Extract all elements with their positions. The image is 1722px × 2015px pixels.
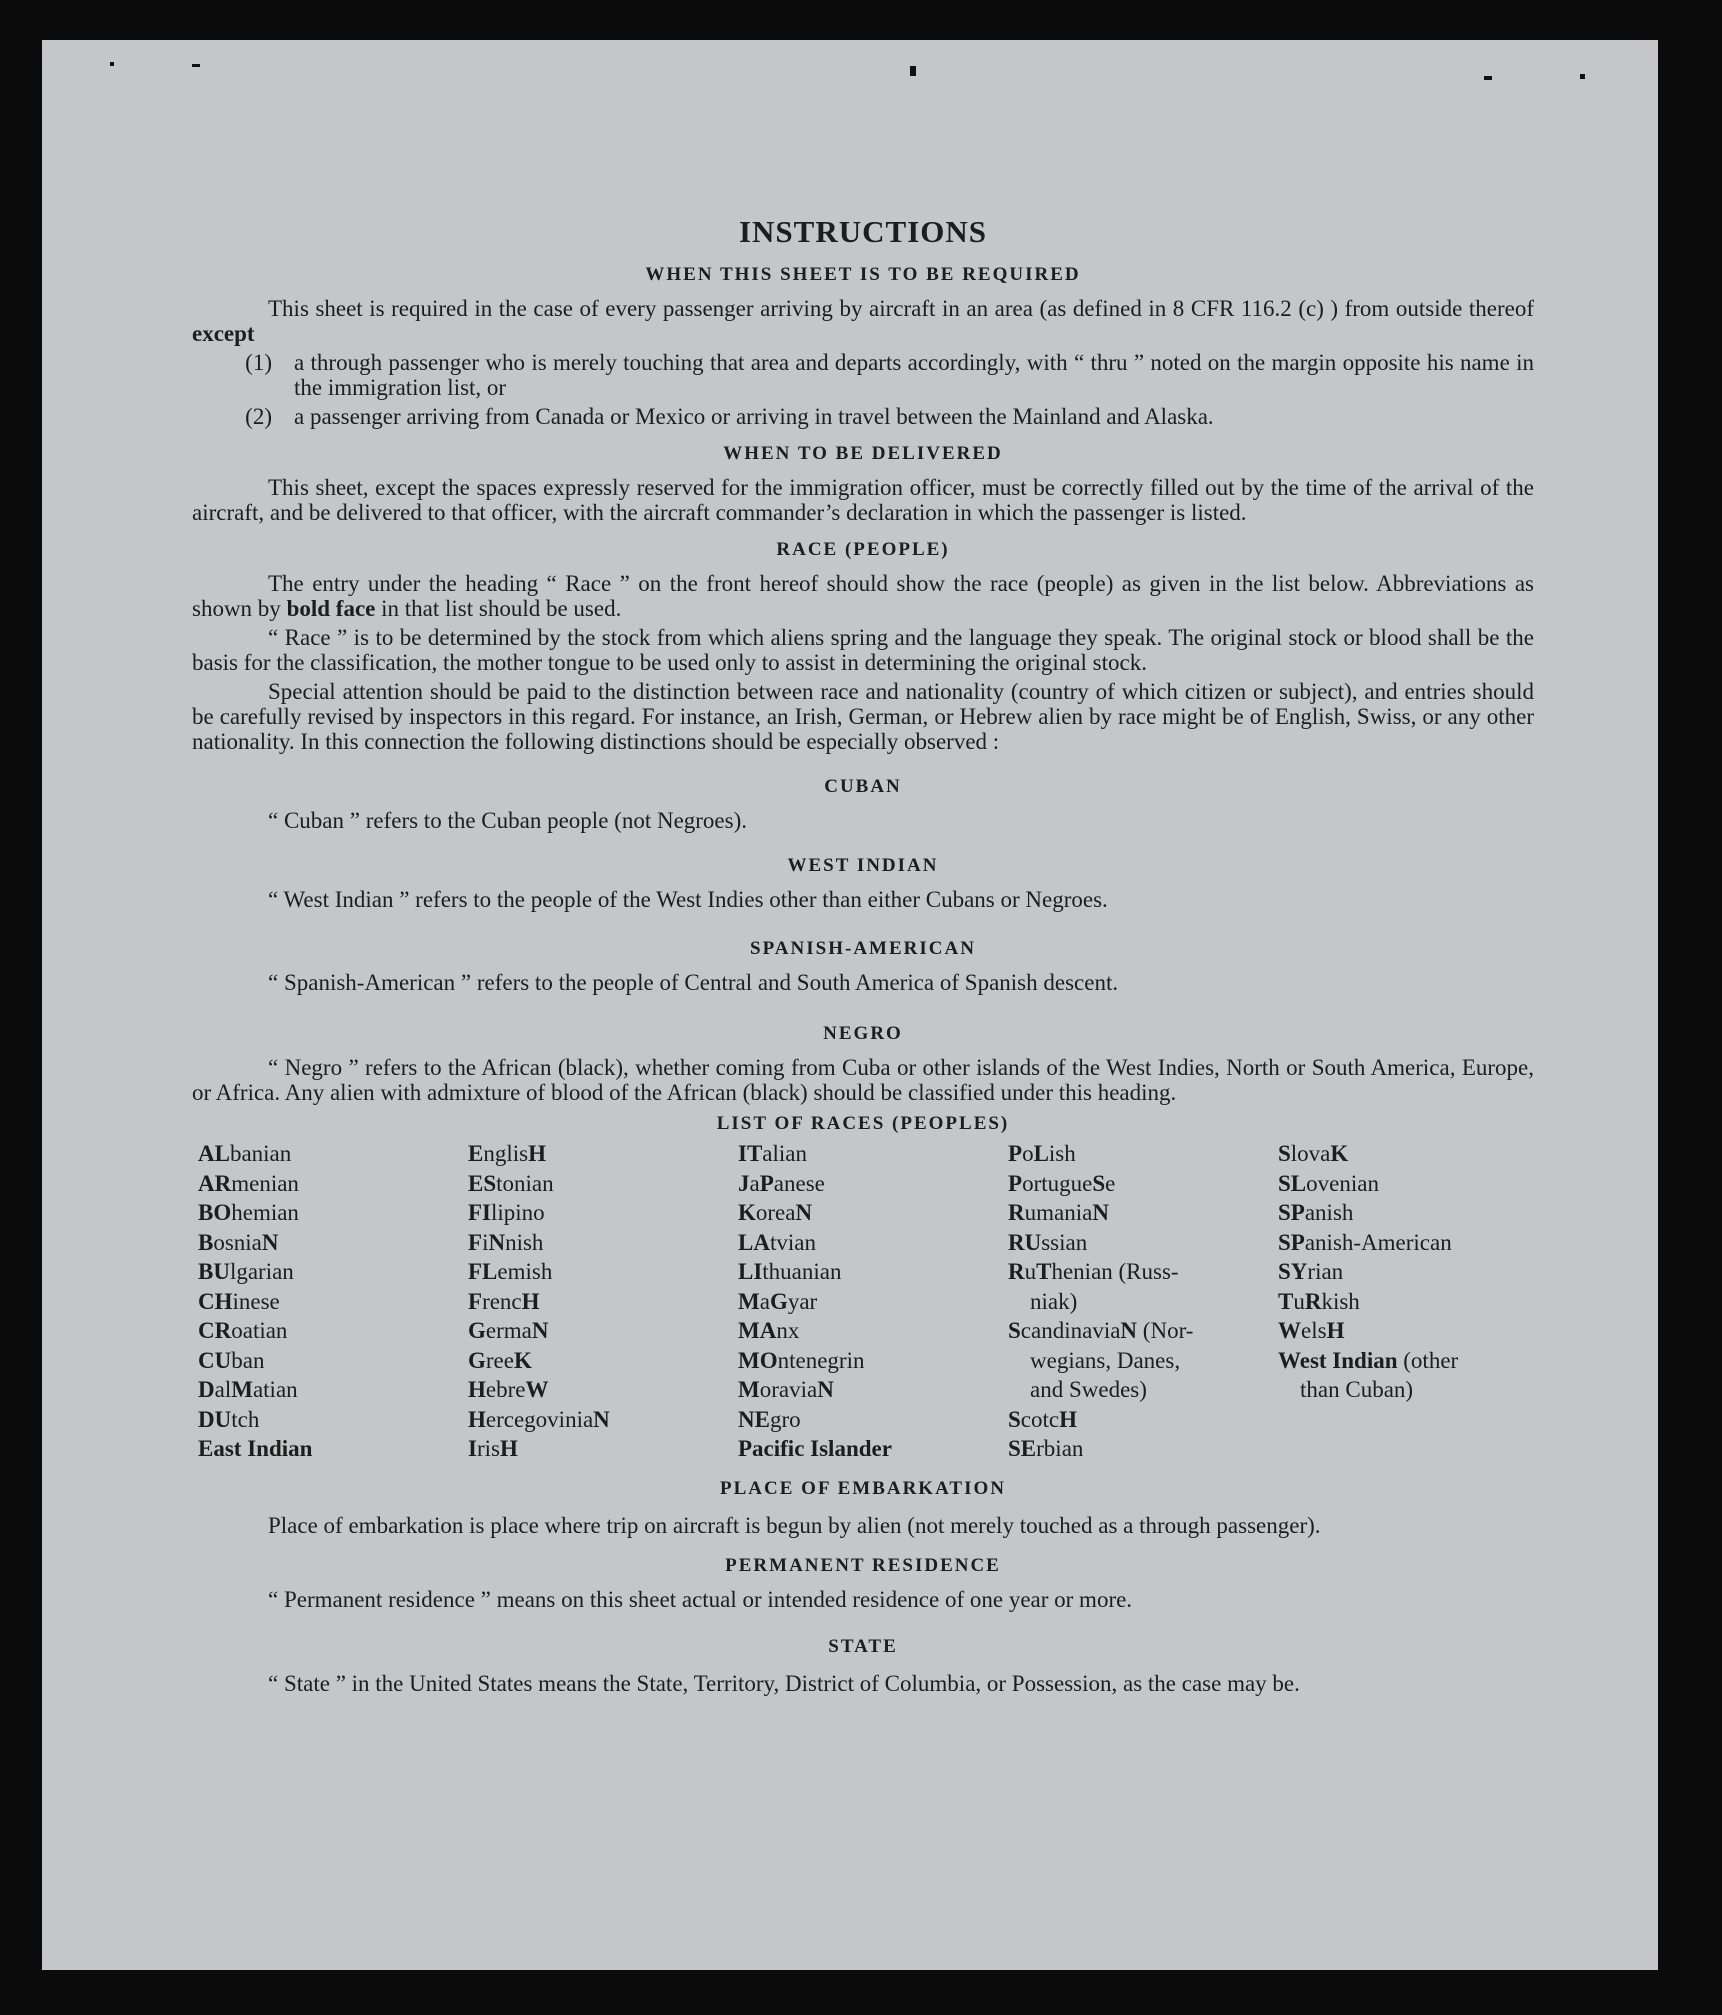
race-abbreviation: SL — [1278, 1170, 1307, 1196]
race-abbreviation: ES — [468, 1170, 497, 1196]
race-abbreviation: N — [488, 1229, 506, 1255]
race-name-part: ris — [476, 1436, 500, 1461]
race-name-part: erma — [485, 1318, 532, 1343]
race-name-part: banian — [229, 1141, 292, 1166]
race-abbreviation: L — [1033, 1141, 1049, 1166]
section-heading-embarkation: PLACE OF EMBARKATION — [720, 1477, 1006, 1499]
race-entry — [198, 1287, 468, 1317]
race-name-part: yar — [787, 1288, 818, 1314]
race-entry — [738, 1375, 1008, 1405]
race-abbreviation: BU — [198, 1259, 230, 1284]
race-name-part: cotc — [1020, 1406, 1060, 1432]
race-abbreviation: LI — [738, 1259, 763, 1284]
race-entry — [198, 1198, 468, 1228]
race-entry — [738, 1139, 1008, 1169]
race-entry — [1008, 1287, 1278, 1317]
race-name-part: a — [749, 1170, 760, 1196]
race-name-part: tch — [231, 1406, 260, 1432]
race-name-part: anese — [773, 1170, 825, 1196]
race-entry — [468, 1198, 738, 1228]
race-name-part: menian — [231, 1170, 299, 1196]
race-name-part: rian — [1307, 1259, 1344, 1284]
scan-speck — [1580, 74, 1585, 79]
race-abbreviation: S — [1278, 1141, 1291, 1166]
race-entry — [738, 1169, 1008, 1199]
race-abbreviation: SY — [1278, 1259, 1308, 1284]
race-abbreviation: AR — [198, 1170, 232, 1196]
race-entry — [738, 1346, 1008, 1376]
race-name-part: hemian — [231, 1200, 299, 1225]
race-name-part: (Nor- — [1137, 1318, 1194, 1343]
race-abbreviation: SP — [1278, 1200, 1305, 1225]
race-abbreviation: SP — [1278, 1229, 1305, 1255]
race-abbreviation: LA — [738, 1229, 770, 1255]
race-abbreviation: F — [468, 1229, 483, 1255]
race-name-part: kish — [1321, 1288, 1360, 1314]
race-name-part: niak) — [1030, 1288, 1078, 1314]
race-name-part: nish — [505, 1229, 544, 1255]
race-entry — [468, 1139, 738, 1169]
race-abbreviation: H — [1326, 1318, 1345, 1343]
race-name-part: alian — [762, 1141, 807, 1166]
race-abbreviation: W — [525, 1377, 549, 1402]
race-name-part: than Cuban) — [1300, 1377, 1414, 1402]
race-column — [738, 1139, 1008, 1464]
race-entry — [1278, 1346, 1548, 1376]
race-abbreviation: East Indian — [198, 1436, 313, 1461]
race-name-part: ban — [231, 1347, 265, 1373]
section-heading-race: RACE (PEOPLE) — [776, 539, 950, 560]
race-abbreviation: Pacific Islander — [738, 1436, 892, 1461]
race-name-part: lgarian — [229, 1259, 294, 1284]
race-abbreviation: FI — [468, 1200, 491, 1225]
race-entry — [198, 1434, 468, 1464]
when-delivered-text: This sheet, except the spaces expressly reserved for the immigration officer, must be correctly filled out by the time of the arrival of the aircraft, and be delivered to that officer, with the aircraft commander’s declaration in which the passenger is listed. — [192, 475, 1534, 525]
race-entry — [738, 1405, 1008, 1435]
section-heading-when-required: WHEN THIS SHEET IS TO BE REQUIRED — [645, 264, 1081, 285]
race-name-part: rbian — [1036, 1436, 1084, 1461]
race-name-part: ssian — [1041, 1229, 1088, 1255]
race-name-part: al — [214, 1377, 232, 1402]
race-abbreviation: K — [1330, 1141, 1349, 1166]
race-name-part: u — [1293, 1288, 1305, 1314]
race-abbreviation: G — [468, 1318, 486, 1343]
race-name-part: u — [1024, 1259, 1037, 1284]
race-abbreviation: N — [1092, 1200, 1109, 1225]
page-title: INSTRUCTIONS — [738, 214, 987, 249]
race-entry — [1008, 1405, 1278, 1435]
race-entry — [198, 1228, 468, 1258]
race-abbreviation: R — [1008, 1200, 1025, 1225]
race-name-part: i — [482, 1229, 489, 1255]
section-heading-list-of-races: LIST OF RACES (PEOPLES) — [716, 1113, 1010, 1134]
section-heading-negro: NEGRO — [823, 1023, 903, 1044]
race-name-part: inese — [232, 1288, 280, 1314]
race-entry — [198, 1405, 468, 1435]
race-name-part: e — [1105, 1170, 1116, 1196]
race-name-part: ortugue — [1022, 1170, 1093, 1196]
race-name-part: lova — [1290, 1141, 1331, 1166]
race-abbreviation: K — [513, 1347, 532, 1373]
race-abbreviation: CR — [198, 1318, 232, 1343]
document-page — [42, 40, 1658, 1970]
cuban-text: “ Cuban ” refers to the Cuban people (not Negroes). — [268, 808, 748, 833]
race-entry — [468, 1316, 738, 1346]
race-entry — [1008, 1228, 1278, 1258]
race-abbreviation: DU — [198, 1406, 232, 1432]
permanent-residence-text: “ Permanent residence ” means on this sheet actual or intended residence of one year or more. — [268, 1586, 1133, 1612]
race-entry — [1278, 1316, 1548, 1346]
race-column — [1008, 1139, 1278, 1464]
race-entry — [738, 1198, 1008, 1228]
race-entry — [198, 1346, 468, 1376]
section-heading-permanent-residence: PERMANENT RESIDENCE — [725, 1554, 1001, 1576]
race-abbreviation: M — [231, 1377, 253, 1402]
race-abbreviation: AL — [198, 1141, 230, 1166]
race-abbreviation: P — [1008, 1170, 1023, 1196]
race-entry — [1278, 1287, 1548, 1317]
race-abbreviation: T — [1278, 1288, 1294, 1314]
race-abbreviation: J — [738, 1170, 750, 1196]
race-abbreviation: I — [468, 1436, 477, 1461]
race-name-part: thuanian — [762, 1259, 842, 1284]
race-name-part: orea — [755, 1200, 796, 1225]
race-abbreviation: S — [1092, 1170, 1106, 1196]
scan-speck — [910, 66, 916, 76]
race-abbreviation: MA — [738, 1318, 777, 1343]
race-abbreviation: N — [1120, 1318, 1138, 1343]
race-name-part: candinavia — [1020, 1318, 1121, 1343]
race-abbreviation: S — [1008, 1318, 1021, 1343]
race-name-part: o — [1022, 1141, 1034, 1166]
race-abbreviation: M — [738, 1288, 760, 1314]
scan-speck — [192, 64, 200, 67]
race-entry — [738, 1434, 1008, 1464]
race-entry — [738, 1287, 1008, 1317]
instructions-body — [192, 170, 1534, 1699]
race-abbreviation: S — [1008, 1406, 1021, 1432]
race-abbreviation: G — [468, 1347, 486, 1373]
race-abbreviation: IT — [738, 1141, 763, 1166]
section-heading-cuban: CUBAN — [824, 776, 902, 797]
race-abbreviation: F — [468, 1288, 483, 1314]
race-entry — [198, 1139, 468, 1169]
race-entry — [1008, 1375, 1278, 1405]
race-abbreviation: FL — [468, 1259, 498, 1284]
race-abbreviation: K — [738, 1200, 756, 1225]
race-entry — [1278, 1139, 1548, 1169]
race-abbreviation: N — [261, 1229, 279, 1255]
race-name-part: ree — [485, 1347, 514, 1373]
race-name-part: (other — [1397, 1347, 1459, 1373]
negro-text: “ Negro ” refers to the African (black), whether coming from Cuba or other islands of the West Indies, North or South America, Europe, or Africa. Any alien with admixture of blood of the African (black) should be classified under this heading. — [192, 1055, 1534, 1105]
race-abbreviation: R — [1304, 1288, 1322, 1314]
race-entry — [1008, 1434, 1278, 1464]
race-name-part: oravia — [759, 1377, 818, 1402]
race-name-part: els — [1301, 1318, 1327, 1343]
race-abbreviation: R — [1008, 1259, 1025, 1284]
race-abbreviation: H — [528, 1141, 546, 1166]
race-name-part: nglis — [483, 1141, 529, 1166]
race-abbreviation: West Indian — [1278, 1347, 1398, 1373]
race-name-part: ish — [1048, 1141, 1076, 1166]
race-abbreviation: H — [468, 1377, 486, 1402]
race-column — [468, 1139, 738, 1464]
race-name-part: nx — [776, 1318, 800, 1343]
race-entry — [738, 1316, 1008, 1346]
section-heading-west-indian: WEST INDIAN — [787, 855, 939, 876]
race-name-part: ovenian — [1306, 1170, 1379, 1196]
race-abbreviation: B — [198, 1229, 214, 1255]
race-abbreviation: RU — [1008, 1229, 1042, 1255]
race-abbreviation: T — [1036, 1259, 1052, 1284]
race-abbreviation: P — [1008, 1141, 1023, 1166]
race-entry — [1008, 1169, 1278, 1199]
race-column — [1278, 1139, 1548, 1464]
race-abbreviation: N — [817, 1377, 834, 1402]
race-name-part: a — [759, 1288, 770, 1314]
race-entry — [468, 1405, 738, 1435]
race-list — [198, 1139, 1534, 1464]
race-entry — [468, 1169, 738, 1199]
state-text: “ State ” in the United States means the State, Territory, District of Columbia, or Possession, as the case may be. — [268, 1670, 1300, 1696]
race-abbreviation: M — [738, 1377, 760, 1402]
race-entry — [1278, 1169, 1548, 1199]
race-entry — [468, 1287, 738, 1317]
race-abbreviation: CH — [198, 1288, 233, 1314]
when-required-intro: This sheet is required in the case of every passenger arriving by aircraft in an area (as defined in 8 CFR 116.2 (c) ) from outside thereof except — [192, 296, 1534, 346]
race-entry — [468, 1434, 738, 1464]
race-name-part: osnia — [213, 1229, 262, 1255]
race-name-part: henian (Russ- — [1051, 1259, 1179, 1284]
race-entry — [198, 1375, 468, 1405]
race-name-part: renc — [482, 1288, 522, 1314]
race-entry — [468, 1228, 738, 1258]
race-abbreviation: MO — [738, 1347, 778, 1373]
race-name-part: ntenegrin — [777, 1347, 865, 1373]
scan-speck — [110, 62, 114, 66]
race-abbreviation: H — [521, 1288, 540, 1314]
race-abbreviation: W — [1278, 1318, 1301, 1343]
race-entry — [738, 1257, 1008, 1287]
race-abbreviation: E — [468, 1141, 484, 1166]
race-name-part: ercegovinia — [485, 1406, 594, 1432]
race-abbreviation: N — [593, 1406, 610, 1432]
race-entry — [1278, 1257, 1548, 1287]
race-entry — [198, 1316, 468, 1346]
race-entry — [738, 1228, 1008, 1258]
race-paragraph-1: The entry under the heading “ Race ” on the front hereof should show the race (people) as given in the list below. Abbreviations as shown by bold face in that list should be used. — [192, 571, 1534, 621]
race-name-part: ebre — [485, 1377, 526, 1402]
race-name-part: oatian — [231, 1318, 288, 1343]
race-name-part: wegians, Danes, — [1030, 1347, 1181, 1373]
race-entry — [468, 1257, 738, 1287]
scan-speck — [1484, 76, 1492, 80]
exception-item-1: (1) a through passenger who is merely touching that area and departs accordingly, with “ thru ” noted on the margin opposite his name in the immigration list, or — [245, 350, 1534, 400]
race-name-part: gro — [769, 1406, 801, 1432]
section-heading-when-delivered: WHEN TO BE DELIVERED — [723, 443, 1003, 464]
race-name-part: lipino — [491, 1200, 545, 1225]
race-paragraph-2: “ Race ” is to be determined by the stock from which aliens spring and the language they speak. The original stock or blood shall be the basis for the classification, the mother tongue to be used only to assist in determining the original stock. — [192, 625, 1534, 675]
race-entry — [468, 1375, 738, 1405]
race-entry — [468, 1346, 738, 1376]
race-entry — [1008, 1316, 1278, 1346]
race-abbreviation: H — [499, 1436, 518, 1461]
race-abbreviation: N — [795, 1200, 813, 1225]
embarkation-text: Place of embarkation is place where trip on aircraft is begun by alien (not merely touched as a through passenger). — [268, 1512, 1321, 1538]
race-abbreviation: SE — [1008, 1436, 1037, 1461]
race-entry — [1008, 1198, 1278, 1228]
race-name-part: tvian — [769, 1229, 816, 1255]
race-entry — [1278, 1198, 1548, 1228]
race-abbreviation: N — [531, 1318, 549, 1343]
race-abbreviation: H — [1059, 1406, 1077, 1432]
race-entry — [198, 1257, 468, 1287]
race-abbreviation: G — [769, 1288, 788, 1314]
race-name-part: umania — [1024, 1200, 1093, 1225]
race-abbreviation: D — [198, 1377, 215, 1402]
race-abbreviation: H — [468, 1406, 486, 1432]
race-abbreviation: NE — [738, 1406, 770, 1432]
race-name-part: and Swedes) — [1030, 1377, 1147, 1402]
race-name-part: anish — [1304, 1200, 1354, 1225]
race-name-part: emish — [497, 1259, 553, 1284]
section-heading-state: STATE — [828, 1635, 898, 1657]
race-abbreviation: BO — [198, 1200, 232, 1225]
race-abbreviation: CU — [198, 1347, 232, 1373]
race-abbreviation: P — [759, 1170, 774, 1196]
race-column — [198, 1139, 468, 1464]
race-entry — [198, 1169, 468, 1199]
west-indian-text: “ West Indian ” refers to the people of the West Indies other than either Cubans or Negroes. — [268, 887, 1108, 912]
exception-item-2: (2) a passenger arriving from Canada or Mexico or arriving in travel between the Mainland and Alaska. — [245, 404, 1214, 429]
race-entry — [1008, 1257, 1278, 1287]
spanish-american-text: “ Spanish-American ” refers to the people of Central and South America of Spanish descent. — [268, 970, 1119, 995]
race-name-part: atian — [252, 1377, 298, 1402]
race-entry — [1008, 1346, 1278, 1376]
race-entry — [1278, 1228, 1548, 1258]
race-paragraph-3: Special attention should be paid to the distinction between race and nationality (country of which citizen or subject), and entries should be carefully revised by inspectors in this regard. For instance, an Irish, German, or Hebrew alien by race might be of English, Swiss, or any other nationality. In this connection the following distinctions should be especially observed : — [192, 679, 1534, 754]
race-entry — [1278, 1375, 1548, 1405]
section-heading-spanish-american: SPANISH-AMERICAN — [750, 938, 976, 959]
race-name-part: tonian — [496, 1170, 554, 1196]
race-name-part: anish-American — [1304, 1229, 1452, 1255]
race-entry — [1008, 1139, 1278, 1169]
